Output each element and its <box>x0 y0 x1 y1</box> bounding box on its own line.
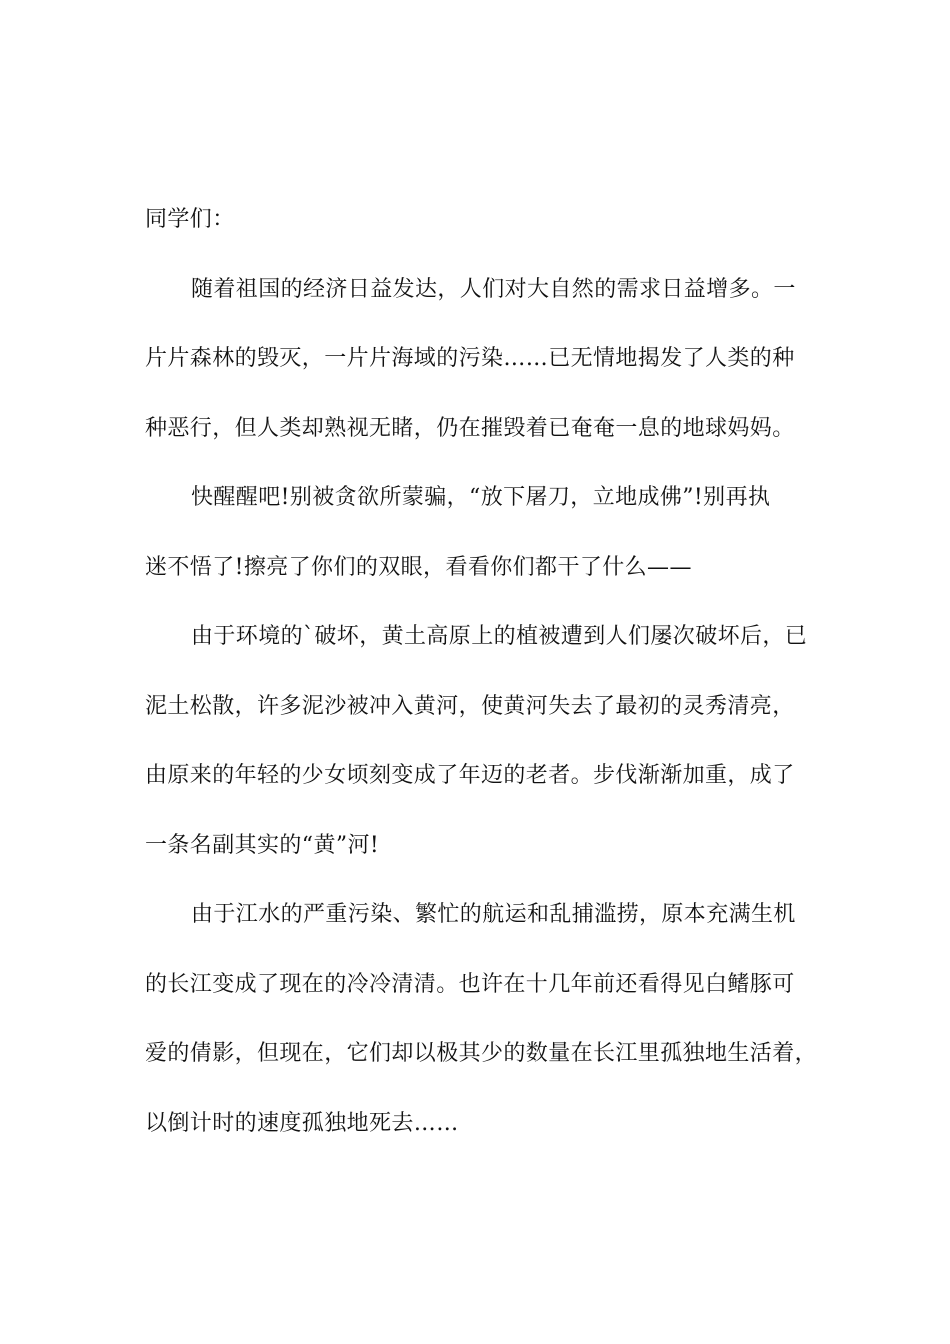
paragraph-4-line-4: 以倒计时的速度孤独地死去…… <box>145 1110 459 1136</box>
paragraph-2-line-1: 快醒醒吧!别被贪欲所蒙骗，“放下屠刀，立地成佛”!别再执 <box>191 485 771 510</box>
paragraph-4-line-1: 由于江水的严重污染、繁忙的航运和乱捕滥捞，原本充满生机 <box>191 902 796 927</box>
paragraph-3-line-3: 由原来的年轻的少女顷刻变成了年迈的老者。步伐渐渐加重，成了 <box>145 763 795 788</box>
paragraph-1-line-1: 随着祖国的经济日益发达，人们对大自然的需求日益增多。一 <box>191 276 796 302</box>
paragraph-4-line-3: 爱的倩影，但现在，它们却以极其少的数量在长江里孤独地生活着， <box>145 1041 818 1066</box>
paragraph-4-line-2: 的长江变成了现在的冷冷清清。也许在十几年前还看得见白鳍豚可 <box>145 971 795 997</box>
paragraph-2-line-2: 迷不悟了!擦亮了你们的双眼，看看你们都干了什么—— <box>145 554 692 580</box>
paragraph-3-line-4: 一条名副其实的“黄”河! <box>145 832 380 858</box>
paragraph-1-line-3: 种恶行，但人类却熟视无睹，仍在摧毁着已奄奄一息的地球妈妈。 <box>145 415 795 441</box>
salutation: 同学们： <box>145 207 235 232</box>
paragraph-1-line-2: 片片森林的毁灭，一片片海域的污染……已无情地揭发了人类的种 <box>145 346 795 371</box>
document-body <box>145 207 818 1180</box>
paragraph-3-line-1: 由于环境的`破坏，黄土高原上的植被遭到人们屡次破坏后，已 <box>191 624 808 649</box>
paragraph-3-line-2: 泥土松散，许多泥沙被冲入黄河，使黄河失去了最初的灵秀清亮， <box>145 693 795 719</box>
